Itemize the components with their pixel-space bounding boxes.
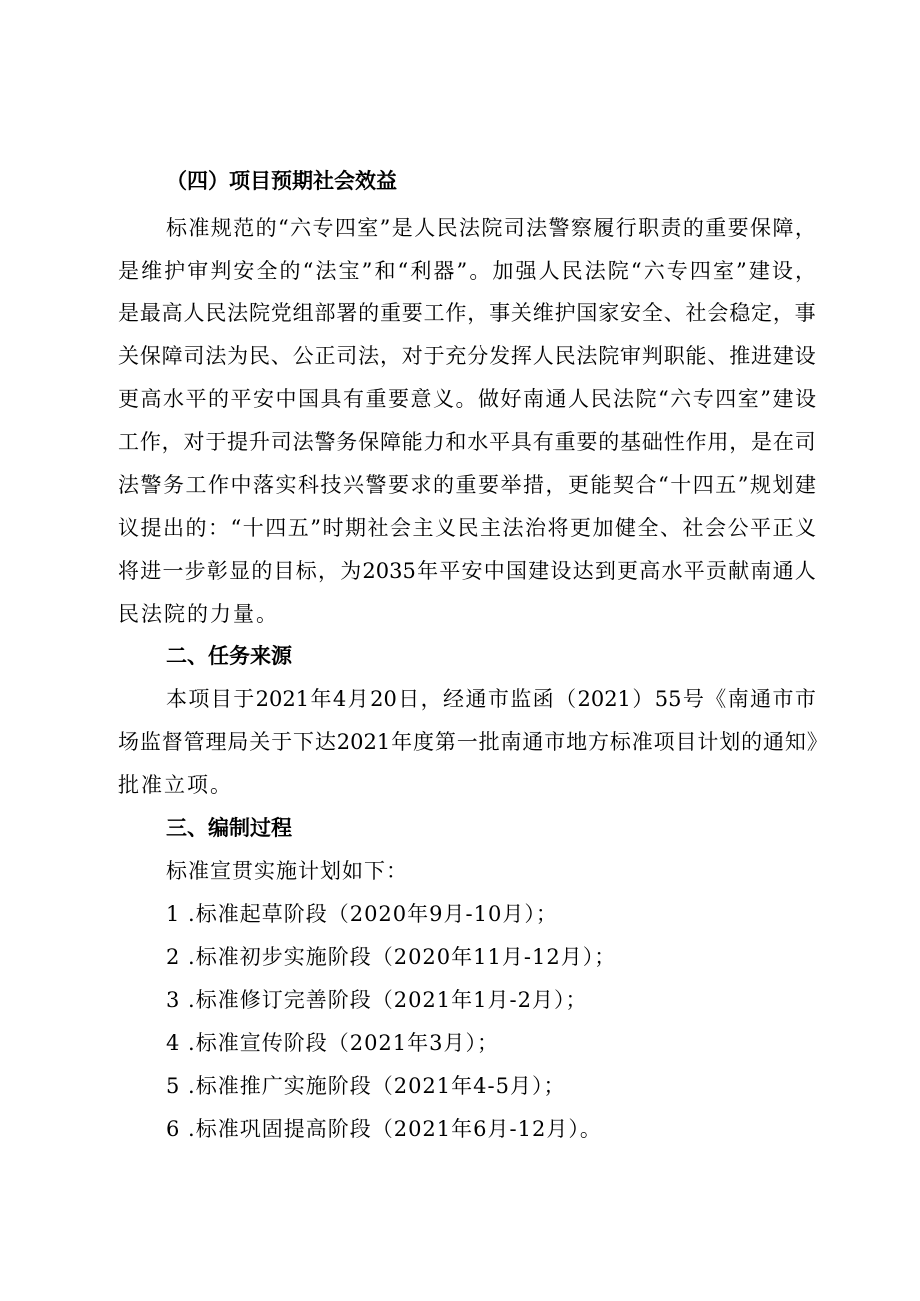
paragraph-line: 是 维 护 审 判 安 全 的 “ 法 宝 ” 和 “ 利 器 ” 。 加 强 人 民 法 院 “ 六 专 四 室 ” 建 设 ，	[118, 259, 816, 283]
paragraph-line: 场 监 督 管 理 局 关 于 下 达 2021 年 度 第 一 批 南 通 市 地 方 标 准 项 目 计 划 的 通 知 》	[118, 730, 828, 754]
plan-intro: 标准宣贯实施计划如下：	[166, 859, 408, 883]
plan-item: 3 .标准修订完善阶段（2021年1月-2月）；	[166, 988, 588, 1012]
paragraph-line: 法 警 务 工 作 中 落 实 科 技 兴 警 要 求 的 重 要 举 措 ， 更 能 契 合 “ 十 四 五 ” 规 划 建	[118, 473, 816, 497]
section-heading-compilation-process: 三、编制过程	[166, 816, 292, 840]
paragraph-line: 关 保 障 司 法 为 民 、 公 正 司 法 ， 对 于 充 分 发 挥 人 民 法 院 审 判 职 能 、 推 进 建 设	[118, 344, 816, 368]
paragraph-line: 是 最 高 人 民 法 院 党 组 部 署 的 重 要 工 作 ， 事 关 维 护 国 家 安 全 、 社 会 稳 定 ， 事	[118, 301, 816, 325]
plan-item: 4 .标准宣传阶段（2021年3月）；	[166, 1031, 500, 1055]
paragraph-line: 标 准 规 范 的 “ 六 专 四 室 ” 是 人 民 法 院 司 法 警 察 履 行 职 责 的 重 要 保 障 ，	[166, 216, 816, 240]
plan-item: 2 .标准初步实施阶段（2020年11月-12月）；	[166, 945, 617, 969]
plan-item: 5 .标准推广实施阶段（2021年4-5月）；	[166, 1074, 566, 1098]
paragraph-line: 工 作 ， 对 于 提 升 司 法 警 务 保 障 能 力 和 水 平 具 有 重 要 的 基 础 性 作 用 ， 是 在 司	[118, 430, 816, 454]
paragraph-line: 议 提 出 的 ： “ 十 四 五 ” 时 期 社 会 主 义 民 主 法 治 将 更 加 健 全 、 社 会 公 平 正 义	[118, 516, 816, 540]
section-heading-task-source: 二、任务来源	[166, 644, 292, 668]
paragraph-line: 更 高 水 平 的 平 安 中 国 具 有 重 要 意 义 。 做 好 南 通 人 民 法 院 “ 六 专 四 室 ” 建 设	[118, 387, 816, 411]
paragraph-line: 批准立项。	[118, 773, 233, 797]
section-heading-social-benefits: （四）项目预期社会效益	[166, 169, 397, 193]
paragraph-line: 本 项 目 于 2021 年 4 月 20 日 ， 经 通 市 监 函 （ 2021 ） 55 号 《 南 通 市 市	[166, 687, 816, 711]
paragraph-line: 民法院的力量。	[118, 602, 279, 626]
plan-item: 1 .标准起草阶段（2020年9月-10月）；	[166, 902, 558, 926]
plan-item: 6 .标准巩固提高阶段（2021年6月-12月）。	[166, 1117, 602, 1141]
paragraph-line: 将 进 一 步 彰 显 的 目 标 ， 为 2035 年 平 安 中 国 建 设 达 到 更 高 水 平 贡 献 南 通 人	[118, 559, 816, 583]
